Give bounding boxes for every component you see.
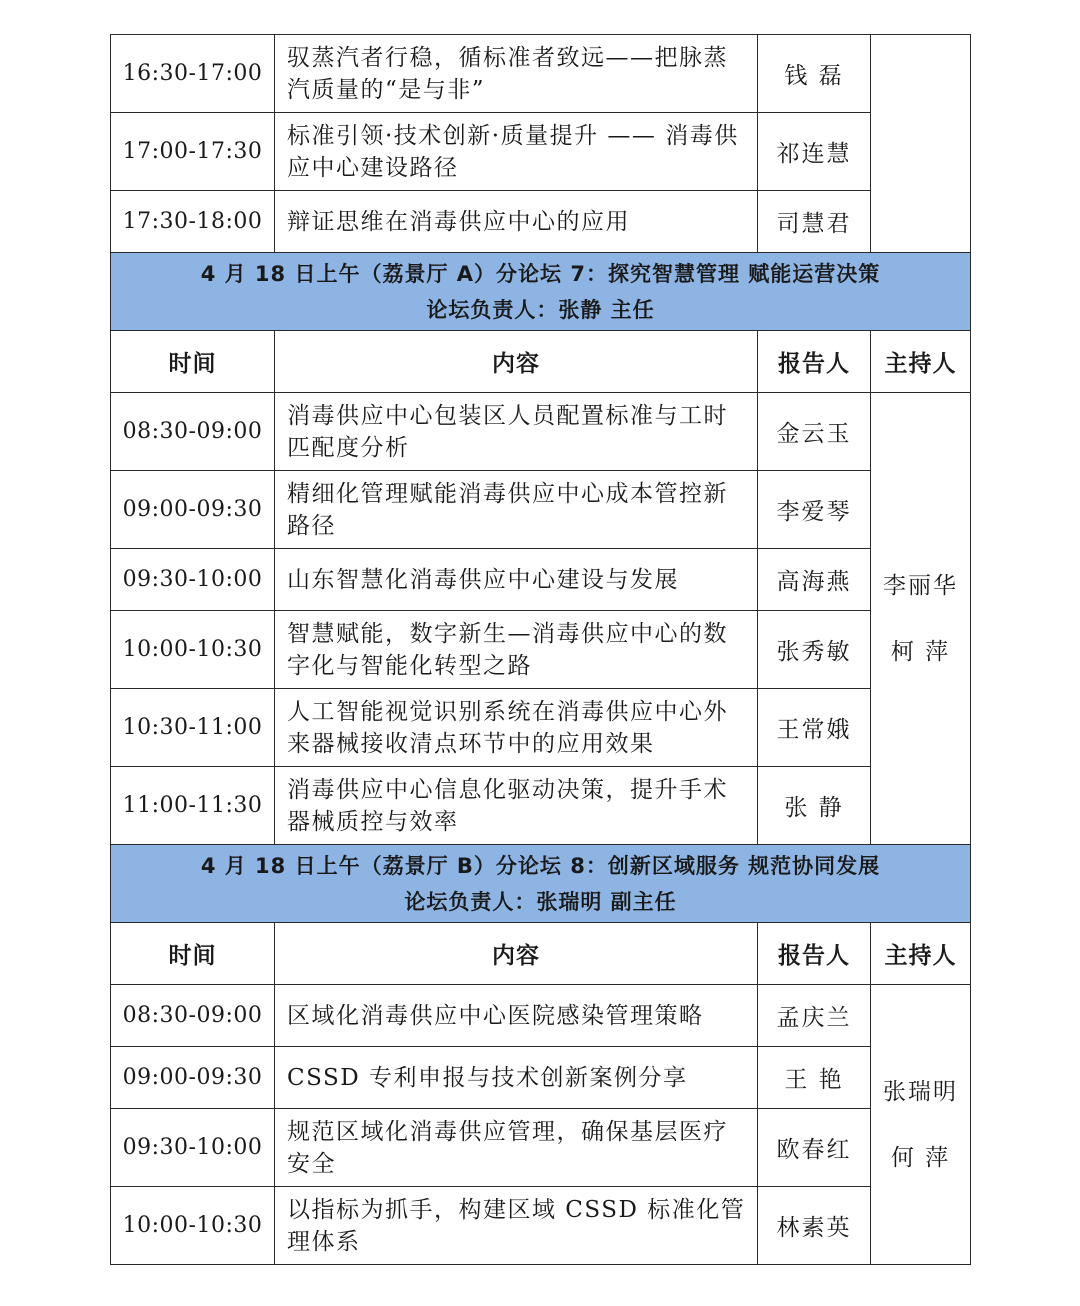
content-cell: CSSD 专利申报与技术创新案例分享 xyxy=(275,1047,758,1109)
schedule-table xyxy=(110,34,971,1265)
section-banner-cell xyxy=(111,253,971,331)
table-row xyxy=(111,1109,971,1187)
header-host: 主持人 xyxy=(871,331,971,393)
header-content: 内容 xyxy=(275,331,758,393)
header-content: 内容 xyxy=(275,923,758,985)
content-cell: 标准引领·技术创新·质量提升 —— 消毒供应中心建设路径 xyxy=(275,113,758,191)
content-cell: 智慧赋能，数字新生—消毒供应中心的数字化与智能化转型之路 xyxy=(275,611,758,689)
speaker-cell: 张秀敏 xyxy=(758,611,871,689)
content-cell: 区域化消毒供应中心医院感染管理策略 xyxy=(275,985,758,1047)
table-row xyxy=(111,767,971,845)
host-name: 何 萍 xyxy=(890,1144,951,1171)
time-cell: 08:30-09:00 xyxy=(111,985,275,1047)
content-cell: 辩证思维在消毒供应中心的应用 xyxy=(275,191,758,253)
table-row xyxy=(111,471,971,549)
speaker-cell: 张 静 xyxy=(758,767,871,845)
header-row xyxy=(111,923,971,985)
time-cell: 11:00-11:30 xyxy=(111,767,275,845)
header-time: 时间 xyxy=(111,331,275,393)
speaker-cell: 李爱琴 xyxy=(758,471,871,549)
table-row xyxy=(111,689,971,767)
section-lead: 论坛负责人：张瑞明 副主任 xyxy=(404,889,677,914)
speaker-cell: 林素英 xyxy=(758,1187,871,1265)
speaker-cell: 孟庆兰 xyxy=(758,985,871,1047)
table-row xyxy=(111,611,971,689)
host-name: 柯 萍 xyxy=(890,638,951,665)
time-cell: 09:30-10:00 xyxy=(111,1109,275,1187)
table-row xyxy=(111,549,971,611)
speaker-cell: 王常娥 xyxy=(758,689,871,767)
header-row xyxy=(111,331,971,393)
content-cell: 消毒供应中心包装区人员配置标准与工时匹配度分析 xyxy=(275,393,758,471)
header-speaker: 报告人 xyxy=(758,331,871,393)
section-banner-cell xyxy=(111,845,971,923)
time-cell: 08:30-09:00 xyxy=(111,393,275,471)
header-speaker: 报告人 xyxy=(758,923,871,985)
time-cell: 09:00-09:30 xyxy=(111,1047,275,1109)
speaker-cell: 王 艳 xyxy=(758,1047,871,1109)
table-row xyxy=(111,35,971,113)
host-cell-empty xyxy=(871,35,971,253)
time-cell: 17:30-18:00 xyxy=(111,191,275,253)
table-row xyxy=(111,113,971,191)
speaker-cell: 司慧君 xyxy=(758,191,871,253)
table-row xyxy=(111,393,971,471)
content-cell: 山东智慧化消毒供应中心建设与发展 xyxy=(275,549,758,611)
section-banner-8 xyxy=(111,845,971,923)
section-lead: 论坛负责人：张静 主任 xyxy=(426,297,655,322)
time-cell: 09:30-10:00 xyxy=(111,549,275,611)
content-cell: 驭蒸汽者行稳，循标准者致远——把脉蒸汽质量的“是与非” xyxy=(275,35,758,113)
content-cell: 消毒供应中心信息化驱动决策，提升手术器械质控与效率 xyxy=(275,767,758,845)
speaker-cell: 钱 磊 xyxy=(758,35,871,113)
content-cell: 规范区域化消毒供应管理，确保基层医疗安全 xyxy=(275,1109,758,1187)
time-cell: 09:00-09:30 xyxy=(111,471,275,549)
speaker-cell: 高海燕 xyxy=(758,549,871,611)
header-time: 时间 xyxy=(111,923,275,985)
host-name: 张瑞明 xyxy=(883,1078,958,1105)
content-cell: 精细化管理赋能消毒供应中心成本管控新路径 xyxy=(275,471,758,549)
time-cell: 10:00-10:30 xyxy=(111,1187,275,1265)
content-cell: 人工智能视觉识别系统在消毒供应中心外来器械接收清点环节中的应用效果 xyxy=(275,689,758,767)
host-name: 李丽华 xyxy=(883,572,958,599)
header-host: 主持人 xyxy=(871,923,971,985)
section-banner-7 xyxy=(111,253,971,331)
table-row xyxy=(111,1047,971,1109)
section-title: 4 月 18 日上午（荔景厅 B）分论坛 8：创新区域服务 规范协同发展 xyxy=(200,853,881,878)
time-cell: 17:00-17:30 xyxy=(111,113,275,191)
host-cell xyxy=(871,985,971,1265)
content-cell: 以指标为抓手，构建区域 CSSD 标准化管理体系 xyxy=(275,1187,758,1265)
speaker-cell: 金云玉 xyxy=(758,393,871,471)
host-cell xyxy=(871,393,971,845)
speaker-cell: 祁连慧 xyxy=(758,113,871,191)
table-row xyxy=(111,191,971,253)
time-cell: 10:00-10:30 xyxy=(111,611,275,689)
time-cell: 16:30-17:00 xyxy=(111,35,275,113)
time-cell: 10:30-11:00 xyxy=(111,689,275,767)
section-title: 4 月 18 日上午（荔景厅 A）分论坛 7：探究智慧管理 赋能运营决策 xyxy=(200,261,881,286)
table-row xyxy=(111,985,971,1047)
speaker-cell: 欧春红 xyxy=(758,1109,871,1187)
table-row xyxy=(111,1187,971,1265)
